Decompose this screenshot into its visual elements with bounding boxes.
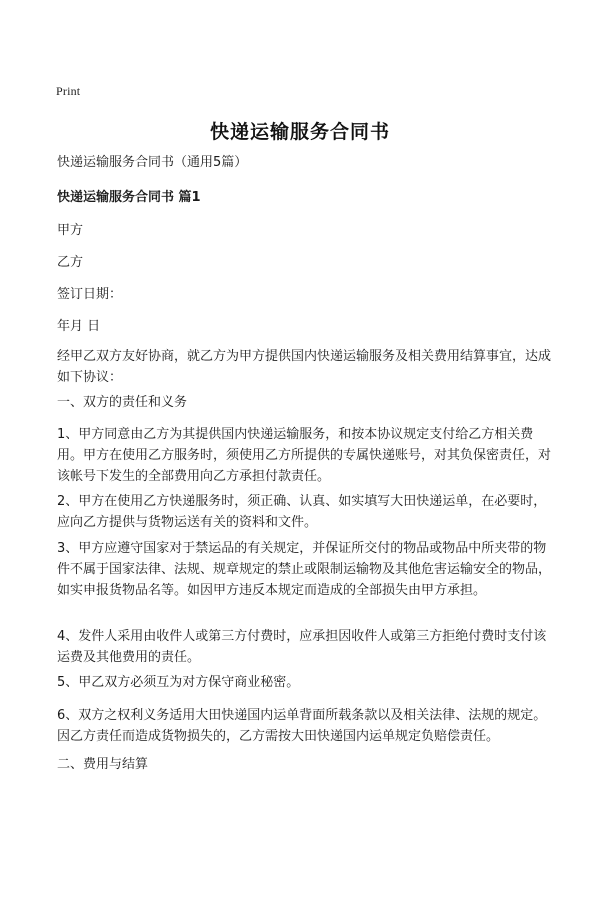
clause-2: 2、甲方在使用乙方快递服务时，须正确、认真、如实填写大田快递运单，在必要时，应向乙方提供与货物运送有关的资料和文件。 <box>57 494 547 530</box>
clause-5: 5、甲乙双方必须互为对方保守商业秘密。 <box>57 675 300 690</box>
print-label[interactable]: Print <box>56 84 81 98</box>
clause-heading-responsibilities: 一、双方的责任和义务 <box>57 395 188 410</box>
intro-paragraph: 经甲乙双方友好协商，就乙方为甲方提供国内快递运输服务及相关费用结算事宜，达成如下协议： <box>57 349 552 385</box>
document-title: 快递运输服务合同书 <box>209 121 390 143</box>
clause-4: 4、发件人采用由收件人或第三方付费时，应承担因收件人或第三方拒绝付费时支付该运费及其他费用的责任。 <box>57 629 547 665</box>
clause-heading-fees: 二、费用与结算 <box>57 757 149 772</box>
sign-date-label: 签订日期： <box>57 287 123 302</box>
clause-6: 6、双方之权利义务适用大田快递国内运单背面所载条款以及相关法律、法规的规定。因乙方责任而造成货物损失的，乙方需按大田快递国内运单规定负赔偿责任。 <box>57 708 547 744</box>
date-placeholder: 年月 日 <box>57 319 101 334</box>
clause-3: 3、甲方应遵守国家对于禁运品的有关规定，并保证所交付的物品或物品中所夹带的物件不属于国家法律、法规、规章规定的禁止或限制运输物及其他危害运输安全的物品，如实申报货物品名等。如因甲方违反本规定而造成的全部损失由甲方承担。 <box>57 541 552 598</box>
clause-1: 1、甲方同意由乙方为其提供国内快递运输服务，和按本协议规定支付给乙方相关费用。甲方在使用乙方服务时，须使用乙方所提供的专属快递账号，对其负保密责任，对该帐号下发生的全部费用向乙方承担付款责任。 <box>57 427 552 484</box>
document-subtitle: 快递运输服务合同书（通用5篇） <box>57 155 248 170</box>
section-heading: 快递运输服务合同书 篇1 <box>57 190 201 205</box>
party-b-label: 乙方 <box>57 255 84 270</box>
party-a-label: 甲方 <box>57 223 84 238</box>
